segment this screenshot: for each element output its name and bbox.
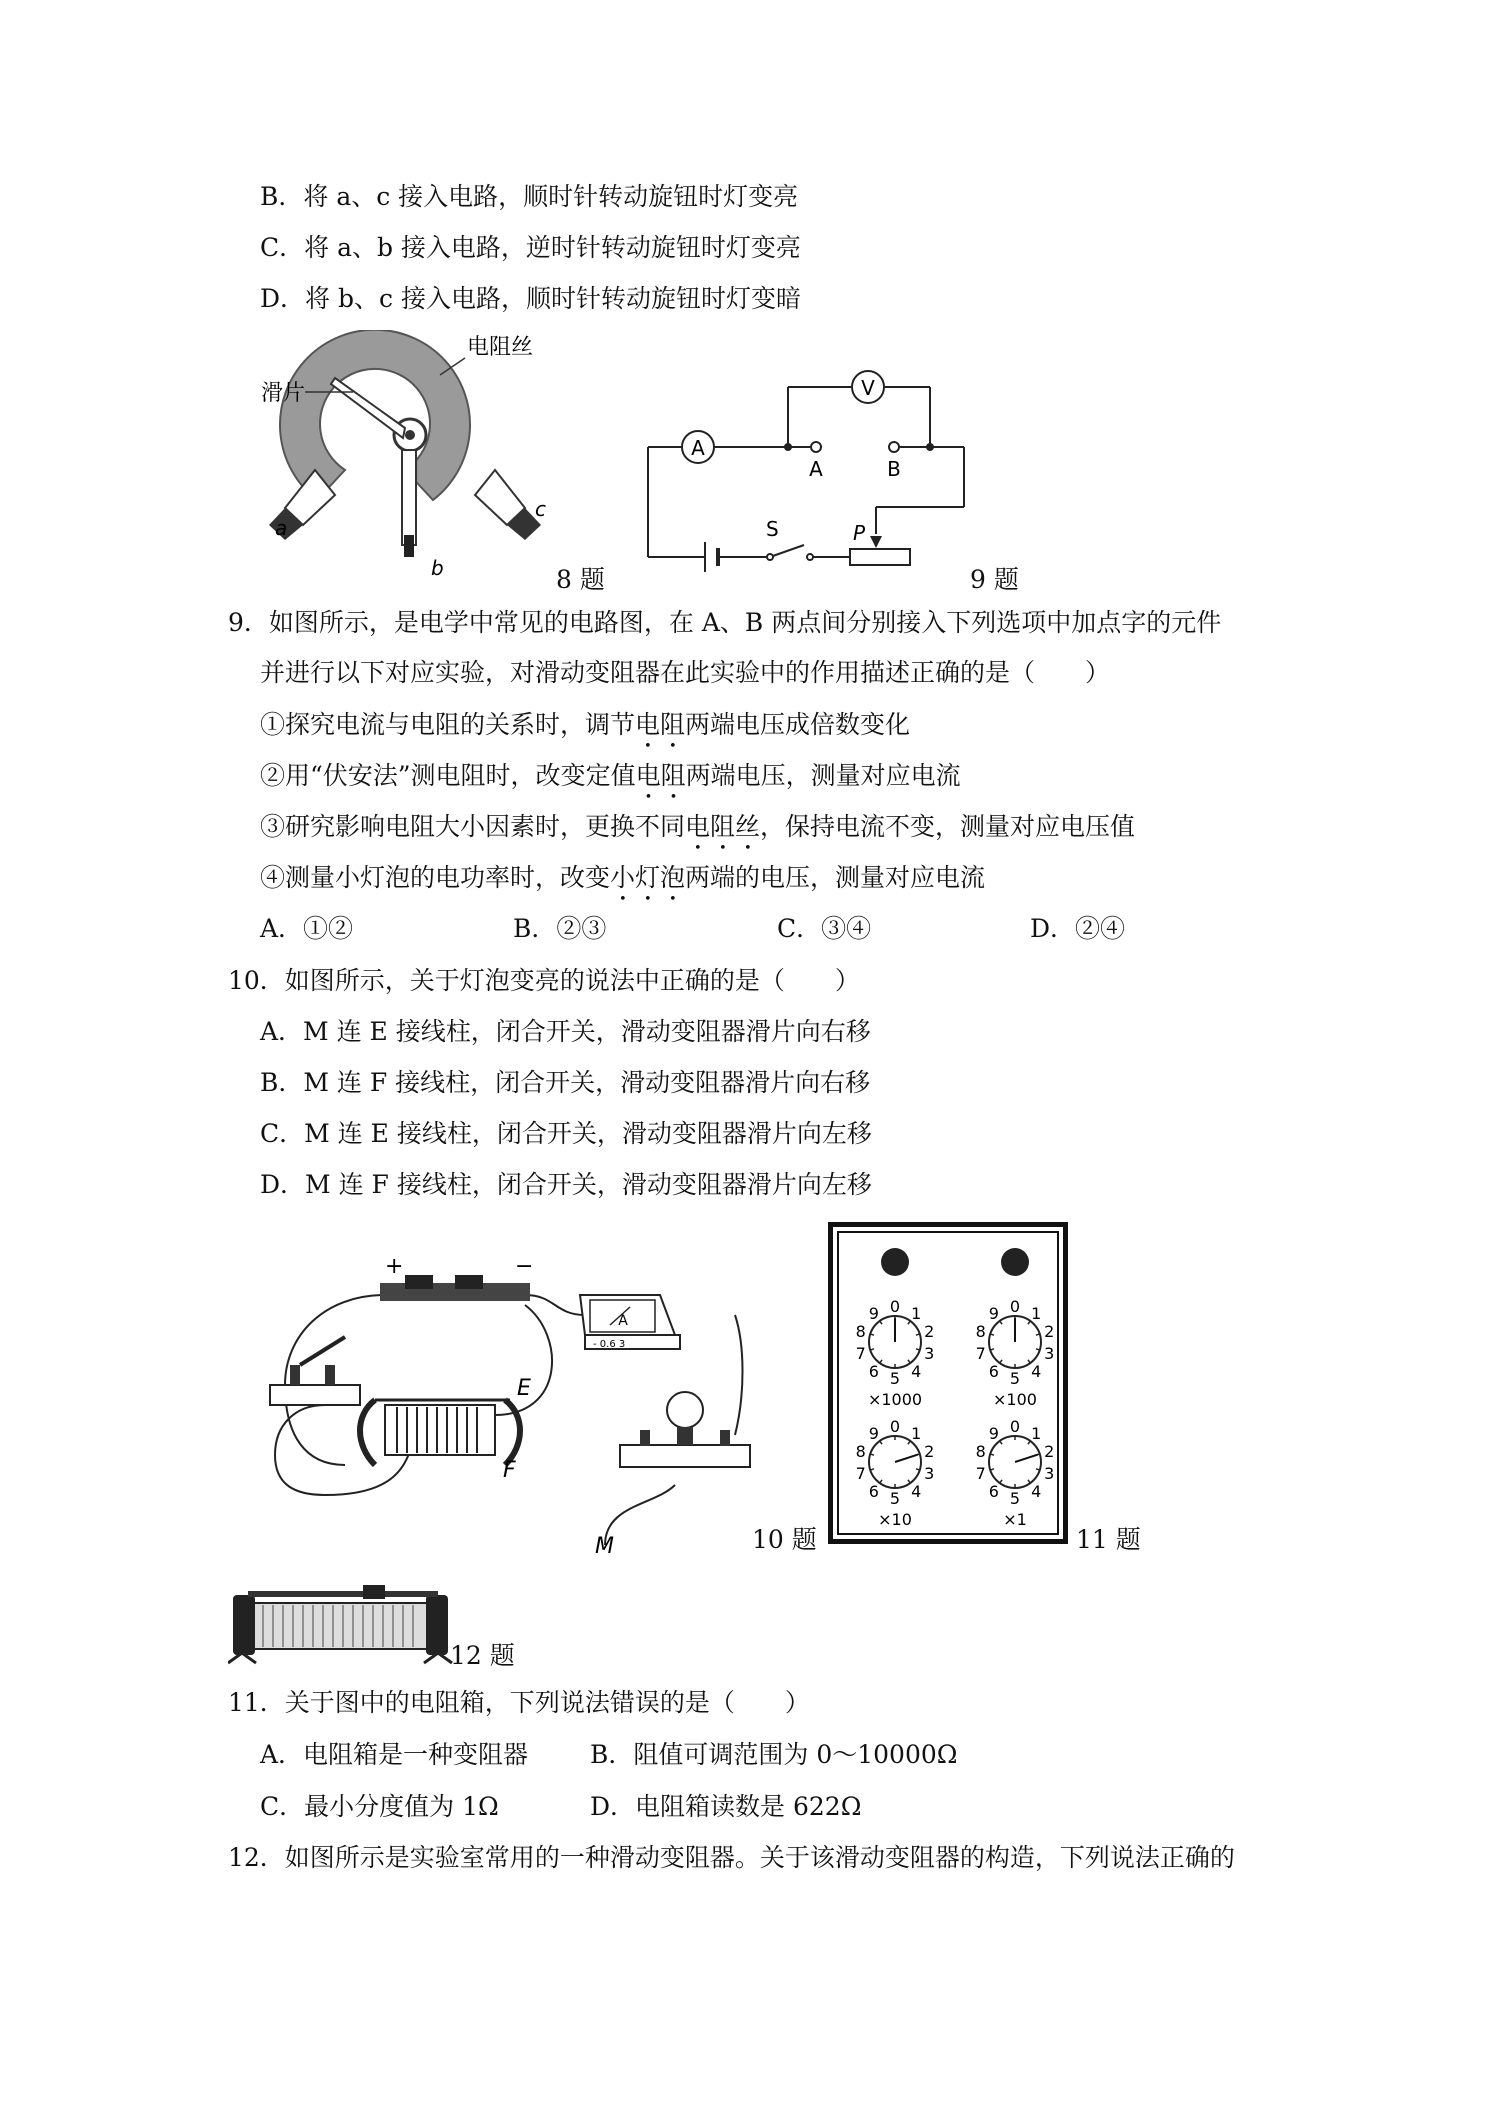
dial-digit: 1 [911,1423,922,1443]
dial-digit: 0 [889,1297,901,1316]
label-f: F [503,1458,516,1483]
terminal-b-stem [402,450,416,545]
battery [705,542,718,572]
dial-digit: 2 [1044,1321,1055,1341]
dial-x10 [856,1417,935,1508]
dial-digit: 8 [975,1441,986,1461]
dial-digit: 9 [988,1303,999,1323]
q9-option-c: C．③④ [777,914,872,943]
label-plus: + [385,1255,404,1279]
dial-digit: 0 [889,1417,901,1436]
dial-digit: 6 [988,1362,999,1382]
dial-digit: 6 [868,1362,879,1382]
voltmeter [852,371,884,403]
dial-digit: 5 [889,1369,901,1388]
q9-statement-4: ④测量小灯泡的电功率时，改变小灯泡两端的电压，测量对应电流 [260,863,986,892]
q9-stem-line-2: 并进行以下对应实验，对滑动变阻器在此实验中的作用描述正确的是（ ） [260,658,1111,687]
dial-digit: 8 [855,1441,866,1461]
q9-statement-3: ③研究影响电阻大小因素时，更换不同电阻丝，保持电流不变，测量对应电压值 [260,812,1136,841]
q9-option-d: D．②④ [1030,914,1126,943]
dial-digit: 9 [868,1303,879,1323]
dial-digit: 1 [911,1303,922,1323]
dial-digit: 4 [1031,1362,1042,1382]
figure-11-resistance-box [828,1222,1068,1544]
dial-digit: 2 [924,1321,935,1341]
dial-digit: 6 [988,1482,999,1502]
q10-option-a: A．M 连 E 接线柱，闭合开关，滑动变阻器滑片向右移 [260,1017,871,1046]
label-x1000: ×1000 [867,1390,923,1409]
q10-option-b: B．M 连 F 接线柱，闭合开关，滑动变阻器滑片向右移 [260,1068,871,1097]
label-switch: S [766,517,779,541]
label-point-a: A [809,457,823,481]
terminal-left [881,1248,909,1276]
q11-stem: 11．关于图中的电阻箱，下列说法错误的是（ ） [228,1688,810,1717]
dial-digit: 3 [1044,1464,1055,1484]
figure-12-rheostat [228,1585,453,1665]
svg-text:V: V [861,376,875,400]
figure-11-label: 11 题 [1076,1525,1141,1554]
point-a [811,442,821,452]
dial-digit: 1 [1031,1303,1042,1323]
label-slider: 滑片 [261,381,306,406]
label-a: a [275,516,288,540]
label-b: b [431,556,444,580]
figure-8-label: 8 题 [556,565,605,594]
dial-digit: 3 [924,1464,935,1484]
dial-digit: 5 [1009,1369,1021,1388]
q9-stem-line-1: 9．如图所示，是电学中常见的电路图，在 A、B 两点间分别接入下列选项中加点字的元件 [228,608,1222,637]
label-point-b: B [887,457,901,481]
light-bulb [620,1392,750,1467]
dial-digit: 7 [855,1344,866,1364]
dial-digit: 9 [988,1423,999,1443]
label-x1: ×1 [1003,1510,1027,1529]
label-x10: ×10 [878,1510,912,1529]
label-c: c [535,497,546,521]
q8-option-d: D．将 b、c 接入电路，顺时针转动旋钮时灯变暗 [260,284,801,313]
figure-10-apparatus [265,1255,755,1555]
q11-option-a: A．电阻箱是一种变阻器 [260,1740,529,1769]
terminal-right [1001,1248,1029,1276]
dial-digit: 7 [855,1464,866,1484]
q11-option-b: B．阻值可调范围为 0～10000Ω [590,1740,958,1769]
ammeter [682,431,714,463]
label-slider-p: P [853,521,866,545]
q11-option-c: C．最小分度值为 1Ω [260,1792,499,1821]
figure-12-label: 12 题 [450,1641,515,1670]
switch [767,554,773,560]
dial-digit: 4 [911,1482,922,1502]
q11-option-d: D．电阻箱读数是 622Ω [590,1792,862,1821]
svg-text:A: A [618,1313,628,1329]
q12-stem: 12．如图所示是实验室常用的一种滑动变阻器。关于该滑动变阻器的构造，下列说法正确的 [228,1843,1235,1872]
dial-digit: 1 [1031,1423,1042,1443]
q8-option-c: C．将 a、b 接入电路，逆时针转动旋钮时灯变亮 [260,233,801,262]
dial-digit: 2 [1044,1441,1055,1461]
dial-digit: 7 [975,1344,986,1364]
q8-option-b: B．将 a、c 接入电路，顺时针转动旋钮时灯变亮 [260,182,799,211]
switch-knife [270,1337,360,1405]
dial-digit: 0 [1009,1417,1021,1436]
label-e: E [517,1376,531,1401]
figure-9-label: 9 题 [970,565,1019,594]
ammeter-device [580,1295,680,1350]
dial-digit: 5 [889,1489,901,1508]
q9-option-a: A．①② [260,914,354,943]
q10-option-d: D．M 连 F 接线柱，闭合开关，滑动变阻器滑片向左移 [260,1170,872,1199]
svg-text:- 0.6 3: - 0.6 3 [593,1339,626,1350]
dial-digit: 5 [1009,1489,1021,1508]
rheostat-device [360,1400,520,1465]
dial-x100 [976,1297,1055,1388]
dial-digit: 9 [868,1423,879,1443]
q10-option-c: C．M 连 E 接线柱，闭合开关，滑动变阻器滑片向左移 [260,1119,872,1148]
figure-10-label: 10 题 [752,1525,817,1554]
q10-stem: 10．如图所示，关于灯泡变亮的说法中正确的是（ ） [228,966,860,995]
rheostat [850,549,910,565]
svg-text:A: A [691,436,705,460]
dial-digit: 0 [1009,1297,1021,1316]
dial-digit: 8 [975,1321,986,1341]
dial-digit: 8 [855,1321,866,1341]
dial-digit: 4 [1031,1482,1042,1502]
dial-x1000 [856,1297,935,1388]
dial-digit: 3 [1044,1344,1055,1364]
label-m: M [595,1534,614,1555]
dial-digit: 6 [868,1482,879,1502]
slider-arm [331,378,405,438]
dial-digit: 4 [911,1362,922,1382]
figure-8-potentiometer [255,330,575,590]
dial-digit: 3 [924,1344,935,1364]
label-minus: − [515,1255,534,1279]
q9-option-b: B．②③ [513,914,607,943]
label-x100: ×100 [993,1390,1037,1409]
q9-statement-2: ②用“伏安法”测电阻时，改变定值电阻两端电压，测量对应电流 [260,761,961,790]
dial-digit: 7 [975,1464,986,1484]
dial-x1 [976,1417,1055,1508]
q9-statement-1: ①探究电流与电阻的关系时，调节电阻两端电压成倍数变化 [260,710,911,739]
figure-9-circuit [640,362,970,572]
label-resistance-wire: 电阻丝 [467,335,534,360]
dial-digit: 2 [924,1441,935,1461]
point-b [889,442,899,452]
